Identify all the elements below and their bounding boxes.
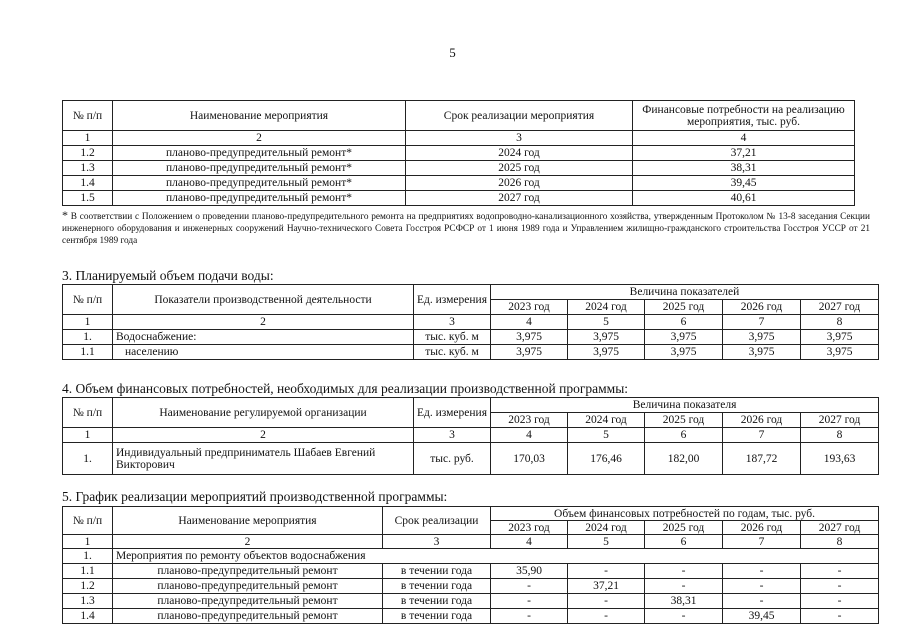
row-value: 3,975 xyxy=(491,345,568,360)
row-num: 1.5 xyxy=(63,191,113,206)
table-group-row xyxy=(63,549,879,564)
row-num: 1.2 xyxy=(63,579,113,594)
index-cell: 3 xyxy=(414,315,491,330)
year-header: 2023 год xyxy=(491,300,568,315)
index-cell: 4 xyxy=(491,535,568,549)
index-cell: 1 xyxy=(63,535,113,549)
row-value: - xyxy=(801,609,879,624)
table-row xyxy=(63,579,879,594)
row-value: 3,975 xyxy=(723,345,801,360)
index-cell: 2 xyxy=(113,535,383,549)
col-header-name: Показатели производственной деятельности xyxy=(113,285,414,315)
table-index-row xyxy=(63,535,879,549)
table-row xyxy=(63,609,879,624)
row-num: 1.3 xyxy=(63,161,113,176)
row-value: 3,975 xyxy=(801,345,879,360)
col-header-name: Наименование мероприятия xyxy=(113,101,406,131)
col-header-name: Наименование мероприятия xyxy=(113,507,383,535)
col-header-name: Наименование регулируемой организации xyxy=(113,398,414,428)
table-header-row xyxy=(63,507,879,521)
row-num: 1.4 xyxy=(63,609,113,624)
row-num: 1. xyxy=(63,330,113,345)
col-header-unit: Ед. измерения xyxy=(414,285,491,315)
row-value: - xyxy=(645,564,723,579)
col-header-num: № п/п xyxy=(63,507,113,535)
section3-title: 3. Планируемый объем подачи воды: xyxy=(62,268,274,283)
row-term: в течении года xyxy=(383,594,491,609)
row-value: - xyxy=(801,564,879,579)
row-name: планово-предупредительный ремонт* xyxy=(113,146,406,161)
water-volume-table xyxy=(62,284,879,360)
row-name: Водоснабжение: xyxy=(113,330,414,345)
index-cell: 3 xyxy=(383,535,491,549)
index-cell: 5 xyxy=(568,535,645,549)
row-value: 35,90 xyxy=(491,564,568,579)
row-value: 39,45 xyxy=(723,609,801,624)
row-value: - xyxy=(568,609,645,624)
index-cell: 4 xyxy=(491,315,568,330)
row-name: населению xyxy=(113,345,414,360)
row-value: 38,31 xyxy=(645,594,723,609)
row-unit: тыс. куб. м xyxy=(414,345,491,360)
row-num: 1.4 xyxy=(63,176,113,191)
col-header-term: Срок реализации мероприятия xyxy=(406,101,633,131)
row-value: - xyxy=(723,594,801,609)
index-cell: 2 xyxy=(113,131,406,146)
table-row xyxy=(63,443,879,475)
row-value: 3,975 xyxy=(645,330,723,345)
year-header: 2026 год xyxy=(723,413,801,428)
row-term: в течении года xyxy=(383,609,491,624)
row-value: 3,975 xyxy=(645,345,723,360)
table-header-row xyxy=(63,285,879,300)
row-num: 1. xyxy=(63,549,113,564)
row-value: - xyxy=(723,564,801,579)
col-header-num: № п/п xyxy=(63,285,113,315)
index-cell: 3 xyxy=(414,428,491,443)
table-index-row xyxy=(63,315,879,330)
row-value: - xyxy=(801,579,879,594)
index-cell: 4 xyxy=(633,131,855,146)
index-cell: 7 xyxy=(723,535,801,549)
row-term: в течении года xyxy=(383,579,491,594)
row-unit: тыс. руб. xyxy=(414,443,491,475)
row-value: 40,61 xyxy=(633,191,855,206)
schedule-table xyxy=(62,506,879,624)
index-cell: 1 xyxy=(63,428,113,443)
page-number: 5 xyxy=(449,45,456,60)
row-name: планово-предупредительный ремонт xyxy=(113,564,383,579)
col-header-finance: Финансовые потребности на реализацию мероприятия, тыс. руб. xyxy=(633,101,855,131)
col-header-term: Срок реализации xyxy=(383,507,491,535)
index-cell: 6 xyxy=(645,315,723,330)
table-row xyxy=(63,176,855,191)
footnote xyxy=(62,209,870,247)
row-value: 193,63 xyxy=(801,443,879,475)
row-value: 3,975 xyxy=(491,330,568,345)
row-num: 1.2 xyxy=(63,146,113,161)
index-cell: 2 xyxy=(113,315,414,330)
row-name: планово-предупредительный ремонт xyxy=(113,594,383,609)
row-value: 170,03 xyxy=(491,443,568,475)
table-header-row xyxy=(63,101,855,131)
year-header: 2025 год xyxy=(645,521,723,535)
row-value: - xyxy=(645,579,723,594)
index-cell: 8 xyxy=(801,315,879,330)
row-value: 3,975 xyxy=(568,330,645,345)
measures-table xyxy=(62,100,855,206)
row-value: 37,21 xyxy=(568,579,645,594)
row-term: в течении года xyxy=(383,564,491,579)
section4-title: 4. Объем финансовых потребностей, необходимых для реализации производственной программы: xyxy=(62,381,629,396)
row-value: 187,72 xyxy=(723,443,801,475)
table-row xyxy=(63,191,855,206)
index-cell: 2 xyxy=(113,428,414,443)
row-value: 3,975 xyxy=(568,345,645,360)
row-group-name: Мероприятия по ремонту объектов водоснабжения xyxy=(113,549,879,564)
row-unit: тыс. куб. м xyxy=(414,330,491,345)
col-header-num: № п/п xyxy=(63,398,113,428)
year-header: 2027 год xyxy=(801,300,879,315)
row-term: 2027 год xyxy=(406,191,633,206)
footnote-text: В соответствии с Положением о проведении планово-предупредительного ремонта на предприятиях водопроводно-канализационного хозяйства, утвержденным Протоколом № 13-8 заседания Секции инженерного оборудования и инженерных сооружений Научно-технического Совета Госстроя РСФСР от 1 июня 1989 года и Управлением жилищно-гражданского строительства Госстроя УССР от 21 сентября 1989 года xyxy=(62,212,870,246)
index-cell: 6 xyxy=(645,428,723,443)
year-header: 2027 год xyxy=(801,413,879,428)
row-value: - xyxy=(491,594,568,609)
col-header-num: № п/п xyxy=(63,101,113,131)
index-cell: 4 xyxy=(491,428,568,443)
row-name: планово-предупредительный ремонт xyxy=(113,579,383,594)
row-value: - xyxy=(568,564,645,579)
row-term: 2026 год xyxy=(406,176,633,191)
section5-title: 5. График реализации мероприятий производственной программы: xyxy=(62,489,448,504)
col-header-group: Объем финансовых потребностей по годам, тыс. руб. xyxy=(491,507,879,521)
row-value: 182,00 xyxy=(645,443,723,475)
row-value: 38,31 xyxy=(633,161,855,176)
row-name: планово-предупредительный ремонт* xyxy=(113,176,406,191)
year-header: 2024 год xyxy=(568,521,645,535)
table-index-row xyxy=(63,131,855,146)
index-cell: 5 xyxy=(568,428,645,443)
table-index-row xyxy=(63,428,879,443)
index-cell: 8 xyxy=(801,535,879,549)
row-name: планово-предупредительный ремонт* xyxy=(113,191,406,206)
row-num: 1. xyxy=(63,443,113,475)
table-row xyxy=(63,594,879,609)
row-value: - xyxy=(801,594,879,609)
year-header: 2024 год xyxy=(568,413,645,428)
finance-table xyxy=(62,397,879,475)
row-value: - xyxy=(568,594,645,609)
row-value: 37,21 xyxy=(633,146,855,161)
year-header: 2025 год xyxy=(645,413,723,428)
index-cell: 1 xyxy=(63,315,113,330)
row-value: - xyxy=(645,609,723,624)
row-term: 2024 год xyxy=(406,146,633,161)
table-row xyxy=(63,345,879,360)
row-value: - xyxy=(491,579,568,594)
index-cell: 8 xyxy=(801,428,879,443)
table-row xyxy=(63,564,879,579)
table-header-row xyxy=(63,398,879,413)
year-header: 2027 год xyxy=(801,521,879,535)
index-cell: 6 xyxy=(645,535,723,549)
row-num: 1.3 xyxy=(63,594,113,609)
row-value: - xyxy=(723,579,801,594)
year-header: 2025 год xyxy=(645,300,723,315)
table-row xyxy=(63,330,879,345)
table-row xyxy=(63,146,855,161)
row-name: планово-предупредительный ремонт xyxy=(113,609,383,624)
index-cell: 5 xyxy=(568,315,645,330)
row-name: Индивидуальный предприниматель Шабаев Евгений Викторович xyxy=(113,443,414,475)
index-cell: 7 xyxy=(723,428,801,443)
table-row xyxy=(63,161,855,176)
row-term: 2025 год xyxy=(406,161,633,176)
year-header: 2024 год xyxy=(568,300,645,315)
row-name: планово-предупредительный ремонт* xyxy=(113,161,406,176)
row-value: 176,46 xyxy=(568,443,645,475)
col-header-group: Величина показателя xyxy=(491,398,879,413)
year-header: 2023 год xyxy=(491,413,568,428)
col-header-unit: Ед. измерения xyxy=(414,398,491,428)
index-cell: 7 xyxy=(723,315,801,330)
row-value: 3,975 xyxy=(801,330,879,345)
year-header: 2026 год xyxy=(723,521,801,535)
row-value: - xyxy=(491,609,568,624)
index-cell: 1 xyxy=(63,131,113,146)
row-num: 1.1 xyxy=(63,345,113,360)
row-num: 1.1 xyxy=(63,564,113,579)
year-header: 2026 год xyxy=(723,300,801,315)
col-header-group: Величина показателей xyxy=(491,285,879,300)
index-cell: 3 xyxy=(406,131,633,146)
footnote-star: * xyxy=(62,208,68,222)
row-value: 39,45 xyxy=(633,176,855,191)
row-value: 3,975 xyxy=(723,330,801,345)
year-header: 2023 год xyxy=(491,521,568,535)
